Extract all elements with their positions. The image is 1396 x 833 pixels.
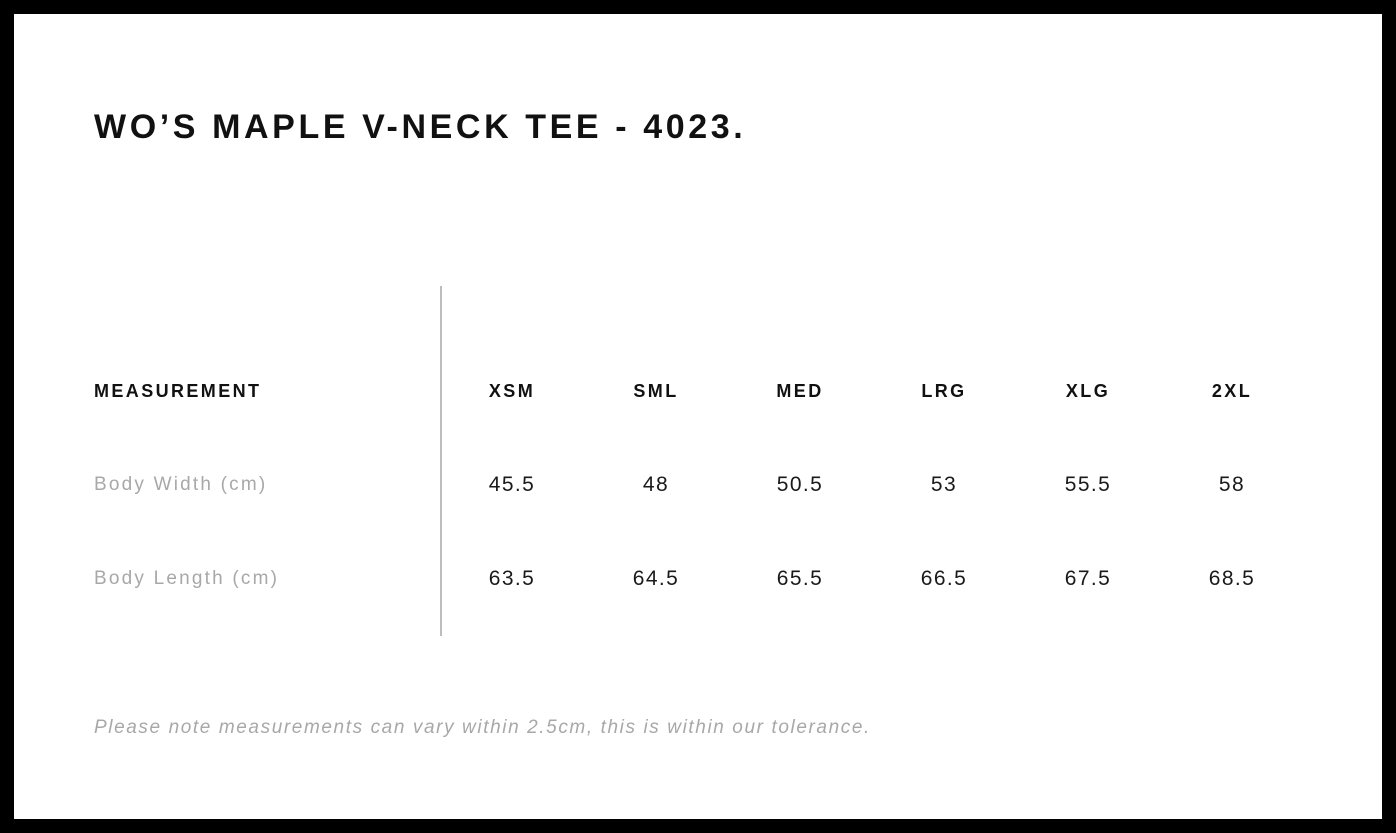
page-title: WO’S MAPLE V-NECK TEE - 4023. (94, 108, 747, 146)
cell-body-width-2xl: 58 (1218, 473, 1246, 496)
cell-body-length-2xl: 68.5 (1208, 567, 1256, 590)
cell-body-length-sml: 64.5 (632, 567, 680, 590)
cell-body-width-xlg: 55.5 (1064, 473, 1112, 496)
cell-body-length-med: 65.5 (776, 567, 824, 590)
cell-body-width-lrg: 53 (930, 473, 958, 496)
row-label-body-length: Body Length (cm) (94, 568, 280, 589)
column-header-med: MED (776, 380, 824, 401)
cell-body-width-med: 50.5 (776, 473, 824, 496)
cell-body-length-xlg: 67.5 (1064, 567, 1112, 590)
column-header-xlg: XLG (1065, 380, 1111, 401)
column-header-xsm: XSM (488, 380, 536, 401)
cell-body-width-xsm: 45.5 (488, 473, 536, 496)
column-header-measurement: MEASUREMENT (94, 380, 262, 401)
measurement-table (94, 344, 1304, 626)
column-header-2xl: 2XL (1211, 380, 1253, 401)
column-header-lrg: LRG (921, 380, 967, 401)
table-row (94, 438, 1304, 532)
cell-body-length-lrg: 66.5 (920, 567, 968, 590)
tolerance-note: Please note measurements can vary within 2.5cm, this is within our tolerance. (94, 717, 871, 738)
size-chart-page (14, 14, 1382, 819)
table-header-row (94, 344, 1304, 438)
cell-body-length-xsm: 63.5 (488, 567, 536, 590)
column-header-sml: SML (633, 380, 679, 401)
row-label-body-width: Body Width (cm) (94, 474, 268, 495)
table-row (94, 532, 1304, 626)
cell-body-width-sml: 48 (642, 473, 670, 496)
